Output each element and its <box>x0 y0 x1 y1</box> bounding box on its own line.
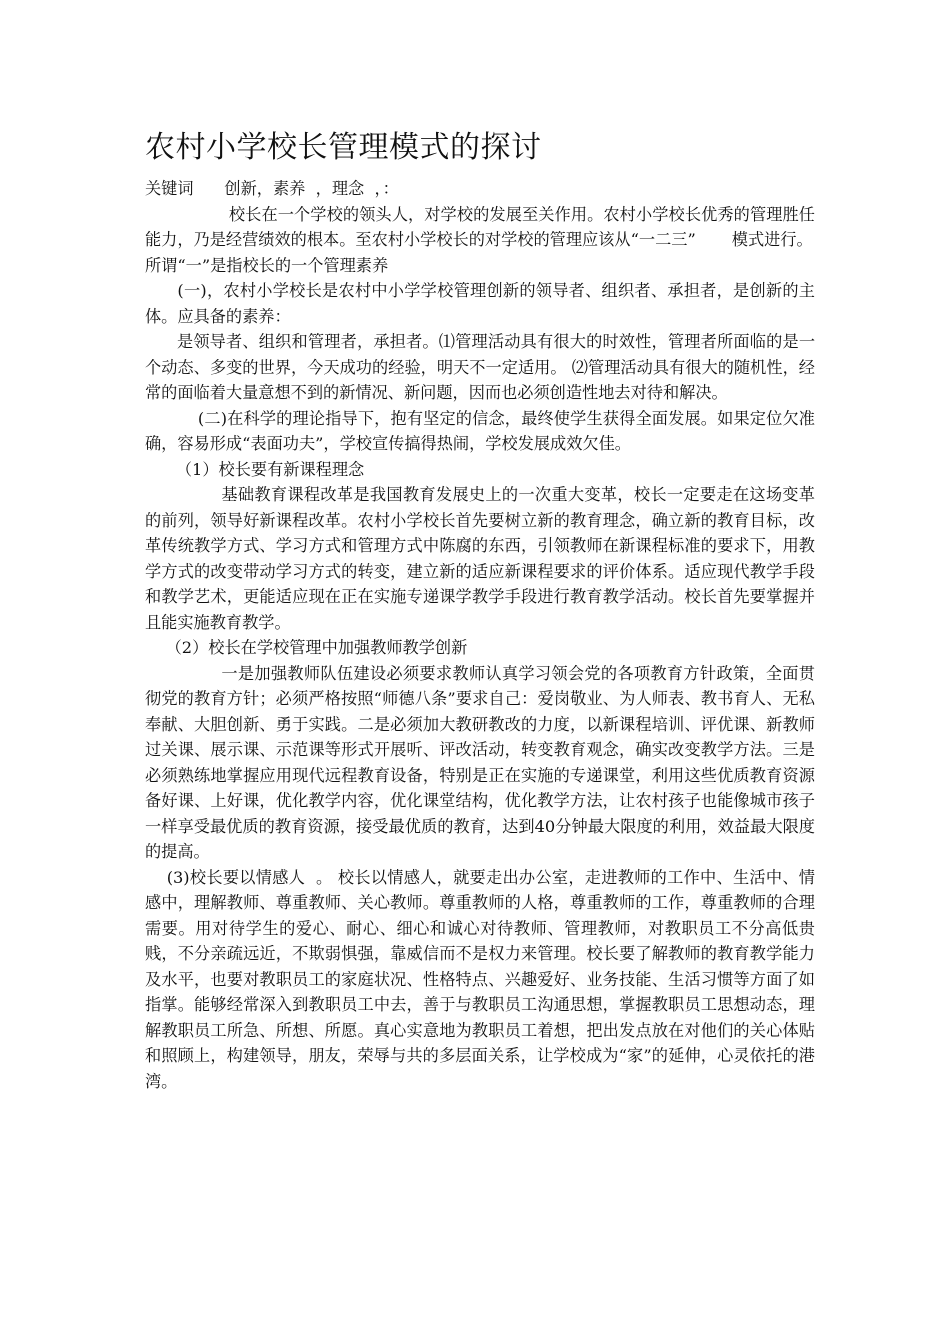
subheading-new-curriculum: （1）校长要有新课程理念 <box>145 459 365 479</box>
paragraph-point-two: (二)在科学的理论指导下，抱有坚定的信念，最终使学生获得全面发展。如果定位欠准确，容易形成“表面功夫”，学校宣传搞得热闹，学校发展成效欠佳。 <box>145 408 815 453</box>
paragraph-teacher-innovation: 一是加强教师队伍建设必须要求教师认真学习领会党的各项教育方针政策，全面贯彻党的教育方针；必须严格按照“师德八条”要求自己：爱岗敬业、为人师表、教书育人、无私奉献、大胆创新、勇于实践。二是必须加大教研教改的力度，以新课程培训、评优课、新教师过关课、展示课、示范课等形式开展听、评改活动，转变教育观念，确实改变教学方法。三是必须熟练地掌握应用现代远程教育设备，特别是正在实施的专递课堂，利用这些优质教育资源备好课、上好课，优化教学内容，优化课堂结构，优化教学方法，让农村孩子也能像城市孩子一样享受最优质的教育资源，接受最优质的教育，达到40分钟最大限度的利用，效益最大限度的提高。 <box>145 663 815 861</box>
paragraph-lead-with-emotion: (3)校长要以情感人 。 校长以情感人，就要走出办公室，走进教师的工作中、生活中、情感中，理解教师、尊重教师、关心教师。尊重教师的人格，尊重教师的工作，尊重教师的合理需要。用对待学生的爱心、耐心、细心和诚心对待教师、管理教师，对教职员工不分高低贵贱，不分亲疏远近，不欺弱惧强，靠威信而不是权力来管理。校长要了解教师的教育教学能力及水平，也要对教职员工的家庭状况、性格特点、兴趣爱好、业务技能、生活习惯等方面了如指掌。能够经常深入到教职员工中去，善于与教职员工沟通思想，掌握教职员工思想动态，理解教职员工所急、所想、所愿。真心实意地为教职员工着想，把出发点放在对他们的关心体贴和照顾上，构建领导，朋友，荣辱与共的多层面关系，让学校成为“家”的延伸，心灵依托的港湾。 <box>145 867 815 1091</box>
subheading-teacher-innovation: （2）校长在学校管理中加强教师教学创新 <box>145 638 468 657</box>
document-page <box>145 128 815 1094</box>
paragraph-intro: 校长在一个学校的领头人，对学校的发展至关作用。农村小学校长优秀的管理胜任能力，乃是经营绩效的根本。至农村小学校长的对学校的管理应该从“一二三” 模式进行。 <box>145 204 815 249</box>
paragraph-management-traits: 是领导者、组织和管理者，承担者。⑴管理活动具有很大的时效性，管理者所面临的是一个动态、多变的世界，今天成功的经验，明天不一定适用。 ⑵管理活动具有很大的随机性，经常的面临着大量意想不到的新情况、新问题，因而也必须创造性地去对待和解决。 <box>145 332 816 402</box>
keywords-line: 关键词 创新，素养 ，理念 ，： <box>145 179 399 198</box>
paragraph-point-one: (一)，农村小学校长是农村中小学学校管理创新的领导者、组织者、承担者，是创新的主体。应具备的素养： <box>145 281 815 326</box>
paragraph-curriculum-reform: 基础教育课程改革是我国教育发展史上的一次重大变革，校长一定要走在这场变革的前列，领导好新课程改革。农村小学校长首先要树立新的教育理念，确立新的教育目标，改革传统教学方式、学习方式和管理方式中陈腐的东西，引领教师在新课程标准的要求下，用教学方式的改变带动学习方式的转变，建立新的适应新课程要求的评价体系。适应现代教学手段和教学艺术，更能适应现在正在实施专递课学教学手段进行教育教学活动。校长首先要掌握并且能实施教育教学。 <box>145 485 815 632</box>
document-title: 农村小学校长管理模式的探讨 <box>145 130 542 165</box>
paragraph-section-one-heading: 所谓“一”是指校长的一个管理素养 <box>145 255 389 275</box>
